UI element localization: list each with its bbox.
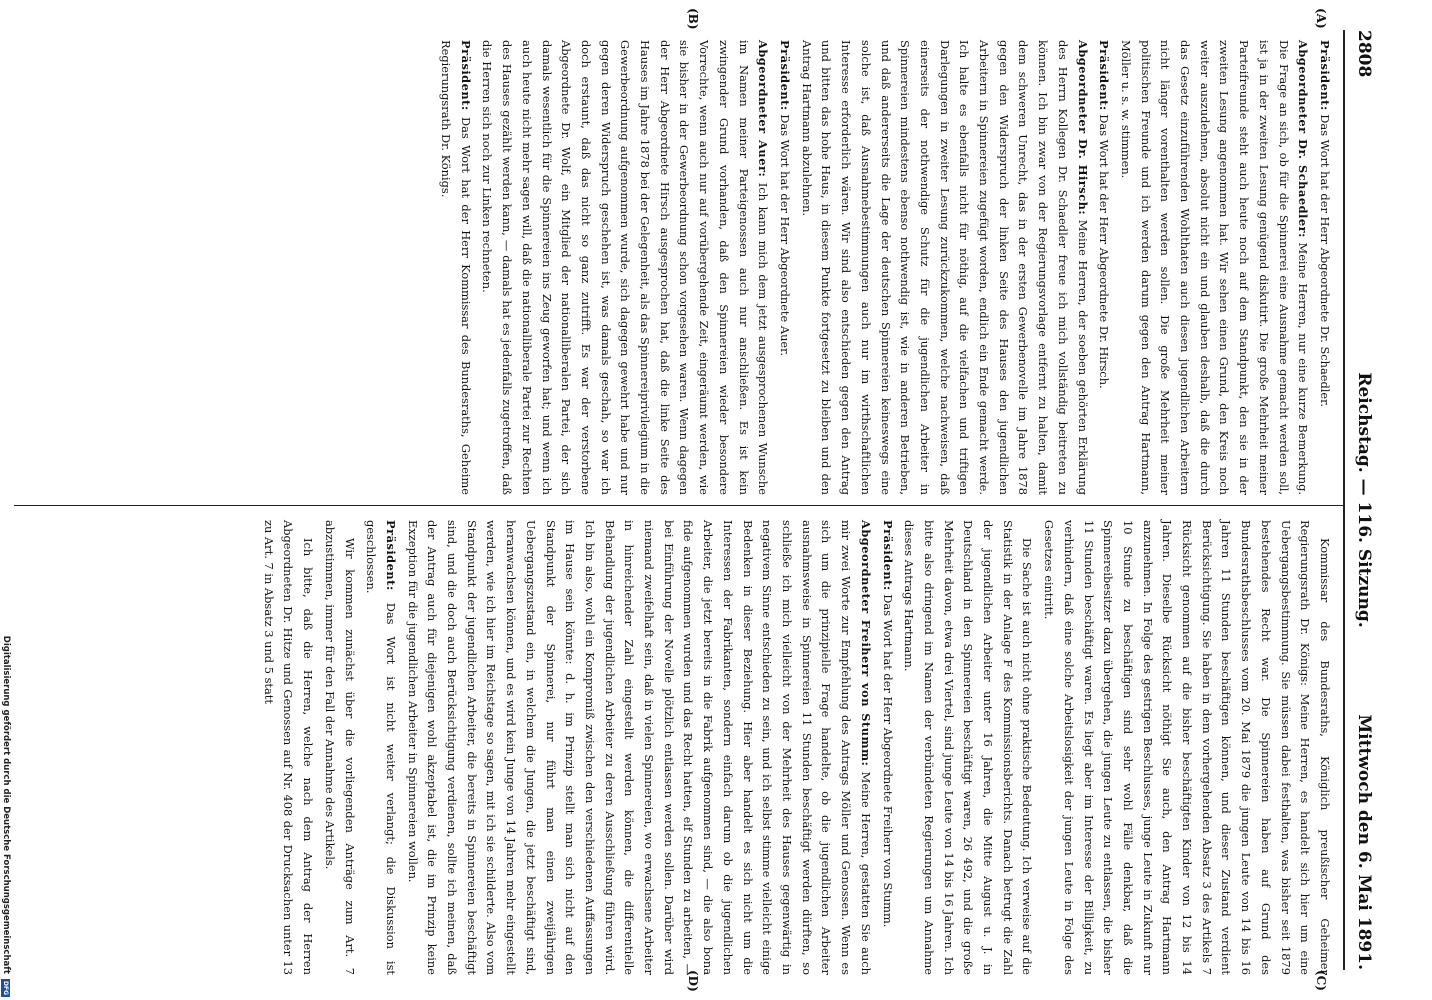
paragraph-text: Das Wort ist nicht weiter verlangt; die Diskussion ist geschlossen. xyxy=(364,520,398,976)
paragraph-text: Ich kann mich dem jetzt ausgesprochenen Wunsche im Namen meiner Parteigenossen auch nur anschließen. Es ist kein zwingender Grund vorhanden, daß den Spinnereien wieder besondere Vorrechte, wenn auch nur auf vorübergehende Zeit, eingeräumt werden, wie sie bisher in der Gewerbeordnung schon vorgesehen waren. Wenn dagegen der Herr Abgeordnete Hirsch ausgesprochen hat, daß die linke Seite des Hauses im Jahre 1878 bei der Gelegenheit, als das Spinnereiprivilegium in die Gewerbeordnung aufgenommen wurde, sich dagegen gewehrt habe und nur gegen deren Widerspruch geschehen ist, was damals geschah, so war ich doch erstaunt, daß das nicht so ganz zutrifft. Es war der verstorbene Abgeordnete Dr. Wolf, ein Mitglied der nationalliberalen Partei, der sich damals wesentlich für die Spinnereien ins Zeug geworfen hat; und wenn ich auch heute nicht mehr sagen will, daß die nationalliberale Partei zur Rechten des Hauses gezählt werden kann, — damals hat es jedenfalls zugetroffen, daß die Herren sich noch zur Linken rechneten. xyxy=(480,40,771,496)
paragraph xyxy=(1038,520,1334,975)
footer-text: Digitalisierung gefördert durch die Deutsche Forschungsgemeinschaft xyxy=(1,635,11,974)
footer-credit xyxy=(0,150,10,1000)
speaker-name: Präsident: xyxy=(1097,40,1112,111)
paragraph-text: Das Wort hat der Herr Abgeordnete Dr. Schaedler. xyxy=(1318,114,1332,407)
paragraph-text: Die Sache ist auch nicht ohne praktische Bedeutung. Ich verweise auf die Statistik in der Anlage F des Kommissionsberichts. Danach betrugt die Zahl der jugendlichen Arbeiter unter 16 Jahren, die Mitte August u. J. in Deutschland in den Spinnereien beschäftigt waren, 26 492, und die große Mehrheit davon, etwa drei Viertel, sind junge Leute von 14 bis 16 Jahren. Ich bitte also dringend im Namen der verbündeten Regierungen um Annahme dieses Antrags Hartmann. xyxy=(902,520,1035,975)
left-column xyxy=(433,40,1334,495)
speaker-name: Präsident: xyxy=(1318,40,1332,111)
paragraph xyxy=(361,520,400,975)
paragraph xyxy=(1115,40,1312,495)
page-header xyxy=(1346,30,1378,970)
paragraph-text: Das Wort hat der Herr Kommissar des Bundesraths, Geheime Regierungsrath Dr. Königs. xyxy=(439,40,473,496)
speaker-name: Abgeordneter Freiherr von Stumm: xyxy=(858,520,873,767)
paragraph xyxy=(1314,40,1334,495)
paragraph-text: Das Wort hat der Herr Abgeordnete Freiherr von Stumm. xyxy=(880,594,895,928)
speaker-name: Abgeordneter Auer: xyxy=(756,40,771,178)
paragraph xyxy=(877,520,897,975)
paragraph-text: Meine Herren, der soeben gehörten Erklärung des Herrn Kollegen Dr. Schaedler freue ich mich vollständig beitreten zu können. Ich bin zwar von der Regierungsvorlage entfernt zu halten, damit dem schweren Unrecht, das in der ersten Gewerbenovelle im Jahre 1878 gegen den Widerspruch der linken Seite des Hauses den jugendlichen Arbeitern in Spinnereien zugefügt worden, endlich ein Ende gemacht werde. Ich halte es ebenfalls nicht für nöthig, auf die vielfachen und triftigen Darlegungen in zweiter Lesung zurückzukommen, welche nachweisen, daß einerseits der nothwendige Schutz für die jugendlichen Arbeiter in Spinnereien mindestens ebenso nothwendig ist, wie in anderen Betrieben, und daß andererseits die Lage der deutschen Spinnereien keineswegs eine solche ist, daß Ausnahmebestimmungen auch nur im wirthschaftlichen Interesse erforderlich wären. Wir sind also entschieden gegen den Antrag und bitten das hohe Haus, in diesem Punkte fortgesetzt zu bleiben und den Antrag Hartmann abzulehnen. xyxy=(799,40,1090,495)
speaker-name: Präsident: xyxy=(458,40,473,111)
speaker-name: Abgeordneter Dr. Hirsch: xyxy=(1075,40,1090,216)
paragraph xyxy=(402,520,875,975)
paragraph xyxy=(774,40,794,495)
speaker-name: Abgeordneter Dr. Schaedler: xyxy=(1296,40,1311,238)
dfg-logo: DFG xyxy=(2,980,9,995)
paragraph xyxy=(258,520,317,975)
margin-letter-a: (A) xyxy=(1314,8,1328,29)
margin-letter-c: (C) xyxy=(1314,970,1328,991)
header-rule xyxy=(1343,30,1345,970)
right-column xyxy=(256,520,1334,975)
paragraph xyxy=(899,520,1037,975)
speaker-name: Präsident: xyxy=(880,520,895,591)
paragraph-text: Meine Herren, gestatten Sie auch mir zwei Worte zur Empfehlung des Antrags Möller und Genossen. Wenn es sich um die prinzipielle Frage handelte, ob die jugendlichen Arbeiter ausnahmsweise in Spinnereien 11 Stunden beschäftigt werden dürften, so schließe ich mich vielleicht von der Mehrheit des Hauses gegenwärtig in negativem Sinne entschieden zu sein, und ich selbst stimme vielleicht einige Bedenken in dieser Beziehung. Hier aber handelt es sich nicht um die Interessen der Fabrikanten, sondern einfach darum ob die jugendlichen Arbeiter, die jetzt bereits in die Fabrik aufgenommen sind, — die also bona fide aufgenommen wurden und das Recht hatten, elf Stunden zu arbeiten, — bei Einführung der Novelle plötzlich entlassen werden sollen. Darüber wird niemand zweifelhaft sein, daß in vielen Spinnereien, wo erwachsene Arbeiter in hinreichender Zahl eingestellt werden können, die differentielle Behandlung der jugendlichen Arbeiter zu deren Ausschließung führen wird. Ich bin also, wohl ein Kompromiß zwischen den verschiedenen Auffassungen im Hause sein könnte: d. h. im Prinzip stellt man sich nicht auf den Standpunkt der Spinnerei, nur führt man einen zweijährigen Uebergangszustand ein, in welchem die Jungen, die jetzt beschäftigt sind, heranwachsen können, und es wird kein Junge von 14 Jahren mehr eingestellt werden, wie ich hier im Reichstage so sagen, mit ich sie schilderte. Also vom Standpunkt der jugendlichen Arbeiter, die bereits in Spinnereien beschäftigt sind, und die doch auch Berücksichtigung verdienen, sollte ich meinen, daß der Antrag auch für diejenigen wohl akzeptabel ist, die im Prinzip keine Exzeption für die jugendlichen Arbeiter in Spinnereien wollen. xyxy=(405,520,873,975)
paragraph-text: Wir kommen zunächst über die vorliegenden Anträge zum Art. 7 abzustimmen, immer für den Fall der Annahme des Artikels. xyxy=(322,520,357,975)
paragraph xyxy=(319,520,358,975)
margin-letter-b: (B) xyxy=(686,8,700,30)
session-title: Reichstag. — 116. Sitzung. xyxy=(1354,372,1374,628)
paragraph-text: Das Wort hat der Herr Abgeordnete Dr. Hirsch. xyxy=(1097,114,1112,389)
session-date: Mittwoch den 6. Mai 1891. xyxy=(1354,714,1374,970)
paragraph-text: Das Wort hat der Herr Abgeordnete Auer. xyxy=(778,114,793,356)
column-divider xyxy=(14,505,1344,506)
page-number: 2808 xyxy=(1354,30,1374,78)
paragraph xyxy=(477,40,773,495)
paragraph-text: Kommissar des Bundesraths, Königlich preußischer Geheimer Regierungsrath Dr. Königs: Meine Herren, es handelt sich hier um eine Uebergangsbestimmung. Sie müssen dabei festhalten, was bisher seit 1879 bestehendes Recht war. Die Spinnereien haben auf Grund des Bundesrathsbeschlusses vom 20. Mai 1879 die jungen Leute von 14 bis 16 Jahren 11 Stunden beschäftigen können, und dieser Zustand verdient Berücksichtigung. Sie haben in dem vorhergehenden Absatz 3 des Artikels 7 Rücksicht genommen auf die bisher beschäftigten Kinder von 12 bis 14 Jahren. Dieselbe Rücksicht nöthigt Sie auch, den Antrag Hartmann anzunehmen. In Folge des gestrigen Beschlusses, junge Leute in Zukunft nur 10 Stunde zu beschäftigen sind sehr wohl Fälle denkbar, daß die Spinnereibesitzer dazu übergehen, die jungen Leute zu entlassen, die bisher 11 Stunden beschäftigt waren. Es liegt aber im Interesse der Billigkeit, zu verhindern, daß eine solche Arbeitslosigkeit der jungen Leute in Folge des Gesetzes eintritt. xyxy=(1042,520,1332,975)
speaker-name: Präsident: xyxy=(383,520,398,591)
paragraph xyxy=(796,40,1092,495)
paragraph-text: Ich bitte, daß die Herren, welche nach dem Antrag der Herren Abgeordneten Dr. Hitze und Genossen auf Nr. 408 der Drucksachen unter 13 zu Art. 7 in Absatz 3 und 5 statt xyxy=(261,520,316,975)
speaker-name: Präsident: xyxy=(778,40,793,111)
paragraph xyxy=(435,40,474,495)
margin-letter-d: (D) xyxy=(686,970,700,992)
paragraph xyxy=(1094,40,1114,495)
paragraph-text: Meine Herren, nur eine kurze Bemerkung. Die Frage an sich, ob für die Spinnerei eine Ausnahme gemacht werden soll, ist ja in der zweiten Lesung genügend diskutirt. Die große Mehrheit meiner Parteifreunde steht auch heute noch auf dem Standpunkt, den sie in der zweiten Lesung angenommen hat. Wir sehen einen Grund, den Kreis noch weiter auszudehnen, absolut nicht ein und glauben deshalb, daß die durch das Gesetz einzuführenden Wohlthaten auch diesen jugendlichen Arbeitern nicht länger vorenthalten werden sollen. Die große Mehrheit meiner politischen Freunde und ich werden darum gegen den Antrag Hartmann, Möller u. s. w. stimmen. xyxy=(1118,40,1311,495)
